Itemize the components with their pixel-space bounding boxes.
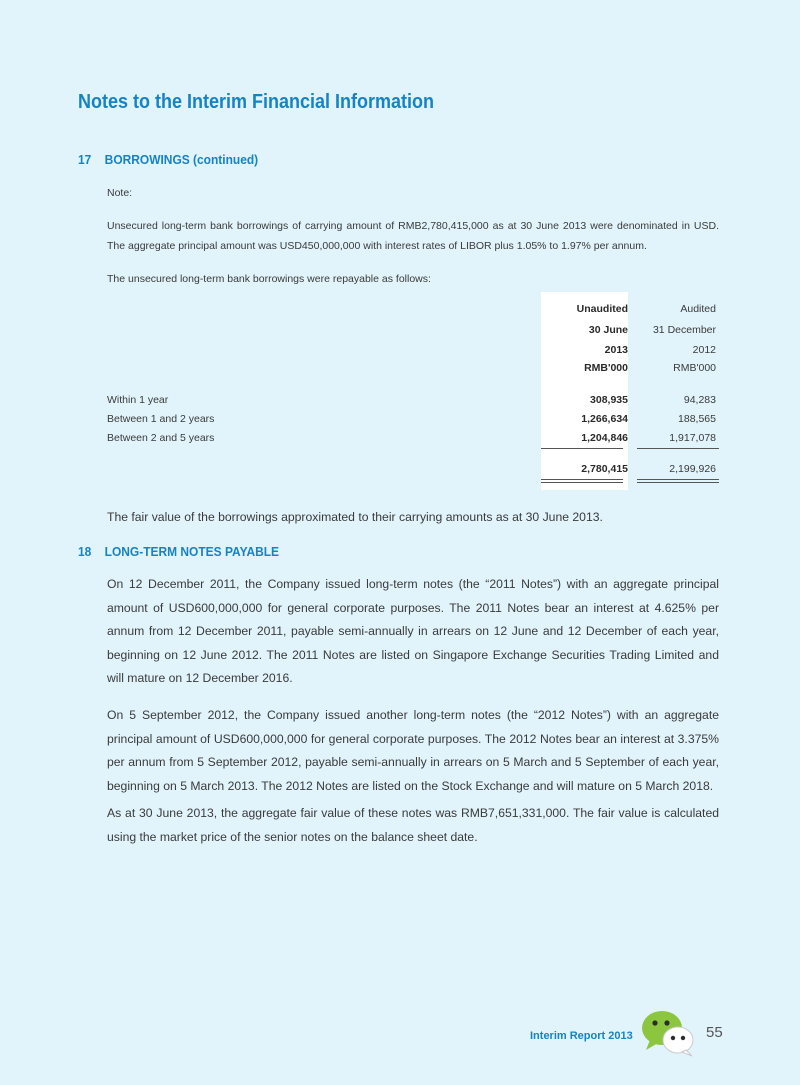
col-2012-header-4: RMB'000 bbox=[673, 362, 716, 374]
row-label: Within 1 year bbox=[107, 394, 169, 406]
subtotal-rule-2012 bbox=[637, 448, 719, 449]
col-2013-header-2: 30 June bbox=[588, 324, 628, 336]
page-number: 55 bbox=[706, 1024, 723, 1041]
total-double-rule-2012-bottom bbox=[637, 482, 719, 483]
total-2012: 2,199,926 bbox=[669, 463, 716, 475]
section-17-paragraph-2: The unsecured long-term bank borrowings were repayable as follows: bbox=[107, 273, 431, 285]
subtotal-rule-2013 bbox=[541, 448, 623, 449]
fair-value-text: The fair value of the borrowings approximated to their carrying amounts as at 30 June 2013. bbox=[107, 510, 603, 524]
col-2012-header-3: 2012 bbox=[692, 344, 716, 356]
col-2012-header-2: 31 December bbox=[652, 324, 716, 336]
report-label: Interim Report 2013 bbox=[530, 1030, 633, 1042]
section-18-title: LONG-TERM NOTES PAYABLE bbox=[104, 544, 280, 559]
section-18-number: 18 bbox=[78, 544, 92, 559]
total-double-rule-2013-bottom bbox=[541, 482, 623, 483]
note-label: Note: bbox=[107, 187, 133, 199]
section-18-heading bbox=[78, 544, 279, 559]
row-value-2013: 1,266,634 bbox=[581, 413, 628, 425]
current-period-column-band bbox=[541, 292, 628, 490]
row-value-2013: 308,935 bbox=[590, 394, 628, 406]
page-title: Notes to the Interim Financial Information bbox=[78, 91, 435, 113]
section-18-paragraph-3: As at 30 June 2013, the aggregate fair value of these notes was RMB7,651,331,000. The fair value is calculated using the market price of the senior notes on the balance sheet date. bbox=[107, 806, 719, 844]
col-2013-header-1: Unaudited bbox=[576, 303, 628, 315]
col-2013-header-4: RMB'000 bbox=[584, 362, 628, 374]
section-18-paragraph-2: On 5 September 2012, the Company issued another long-term notes (the “2012 Notes”) with an aggregate principal amount of USD600,000,000 for general corporate purposes. The 2012 Notes bear an interest at 3.375% per annum from 5 September 2012, payable semi-annually in arrears on 5 March and 5 September of each year, beginning on 5 March 2013. The 2012 Notes are listed on the Stock Exchange and will mature on 5 March 2018. bbox=[107, 708, 719, 793]
col-2012-header-1: Audited bbox=[680, 303, 716, 315]
total-double-rule-2013-top bbox=[541, 479, 623, 480]
section-17-number: 17 bbox=[78, 152, 92, 167]
section-17-paragraph-1: Unsecured long-term bank borrowings of carrying amount of RMB2,780,415,000 as at 30 June 2013 were denominated in USD. The aggregate principal amount was USD450,000,000 with interest rates of LIBOR plus 1.05% to 1.97% per annum. bbox=[107, 220, 719, 252]
total-double-rule-2012-top bbox=[637, 479, 719, 480]
col-2013-header-3: 2013 bbox=[604, 344, 628, 356]
row-value-2013: 1,204,846 bbox=[581, 432, 628, 444]
section-18-paragraph-1: On 12 December 2011, the Company issued long-term notes (the “2011 Notes”) with an aggregate principal amount of USD600,000,000 for general corporate purposes. The 2011 Notes bear an interest at 4.625% per annum from 12 December 2011, payable semi-annually in arrears on 12 June and 12 December of each year, beginning on 12 June 2012. The 2011 Notes are listed on Singapore Exchange Securities Trading Limited and will mature on 12 December 2016. bbox=[107, 577, 719, 685]
total-2013: 2,780,415 bbox=[581, 463, 628, 475]
row-label: Between 2 and 5 years bbox=[107, 432, 215, 444]
row-label: Between 1 and 2 years bbox=[107, 413, 215, 425]
row-value-2012: 188,565 bbox=[678, 413, 716, 425]
row-value-2012: 1,917,078 bbox=[669, 432, 716, 444]
chat-bubbles-icon bbox=[640, 1006, 696, 1058]
section-17-title: BORROWINGS (continued) bbox=[104, 152, 259, 167]
section-17-heading bbox=[78, 152, 258, 167]
row-value-2012: 94,283 bbox=[683, 394, 716, 406]
